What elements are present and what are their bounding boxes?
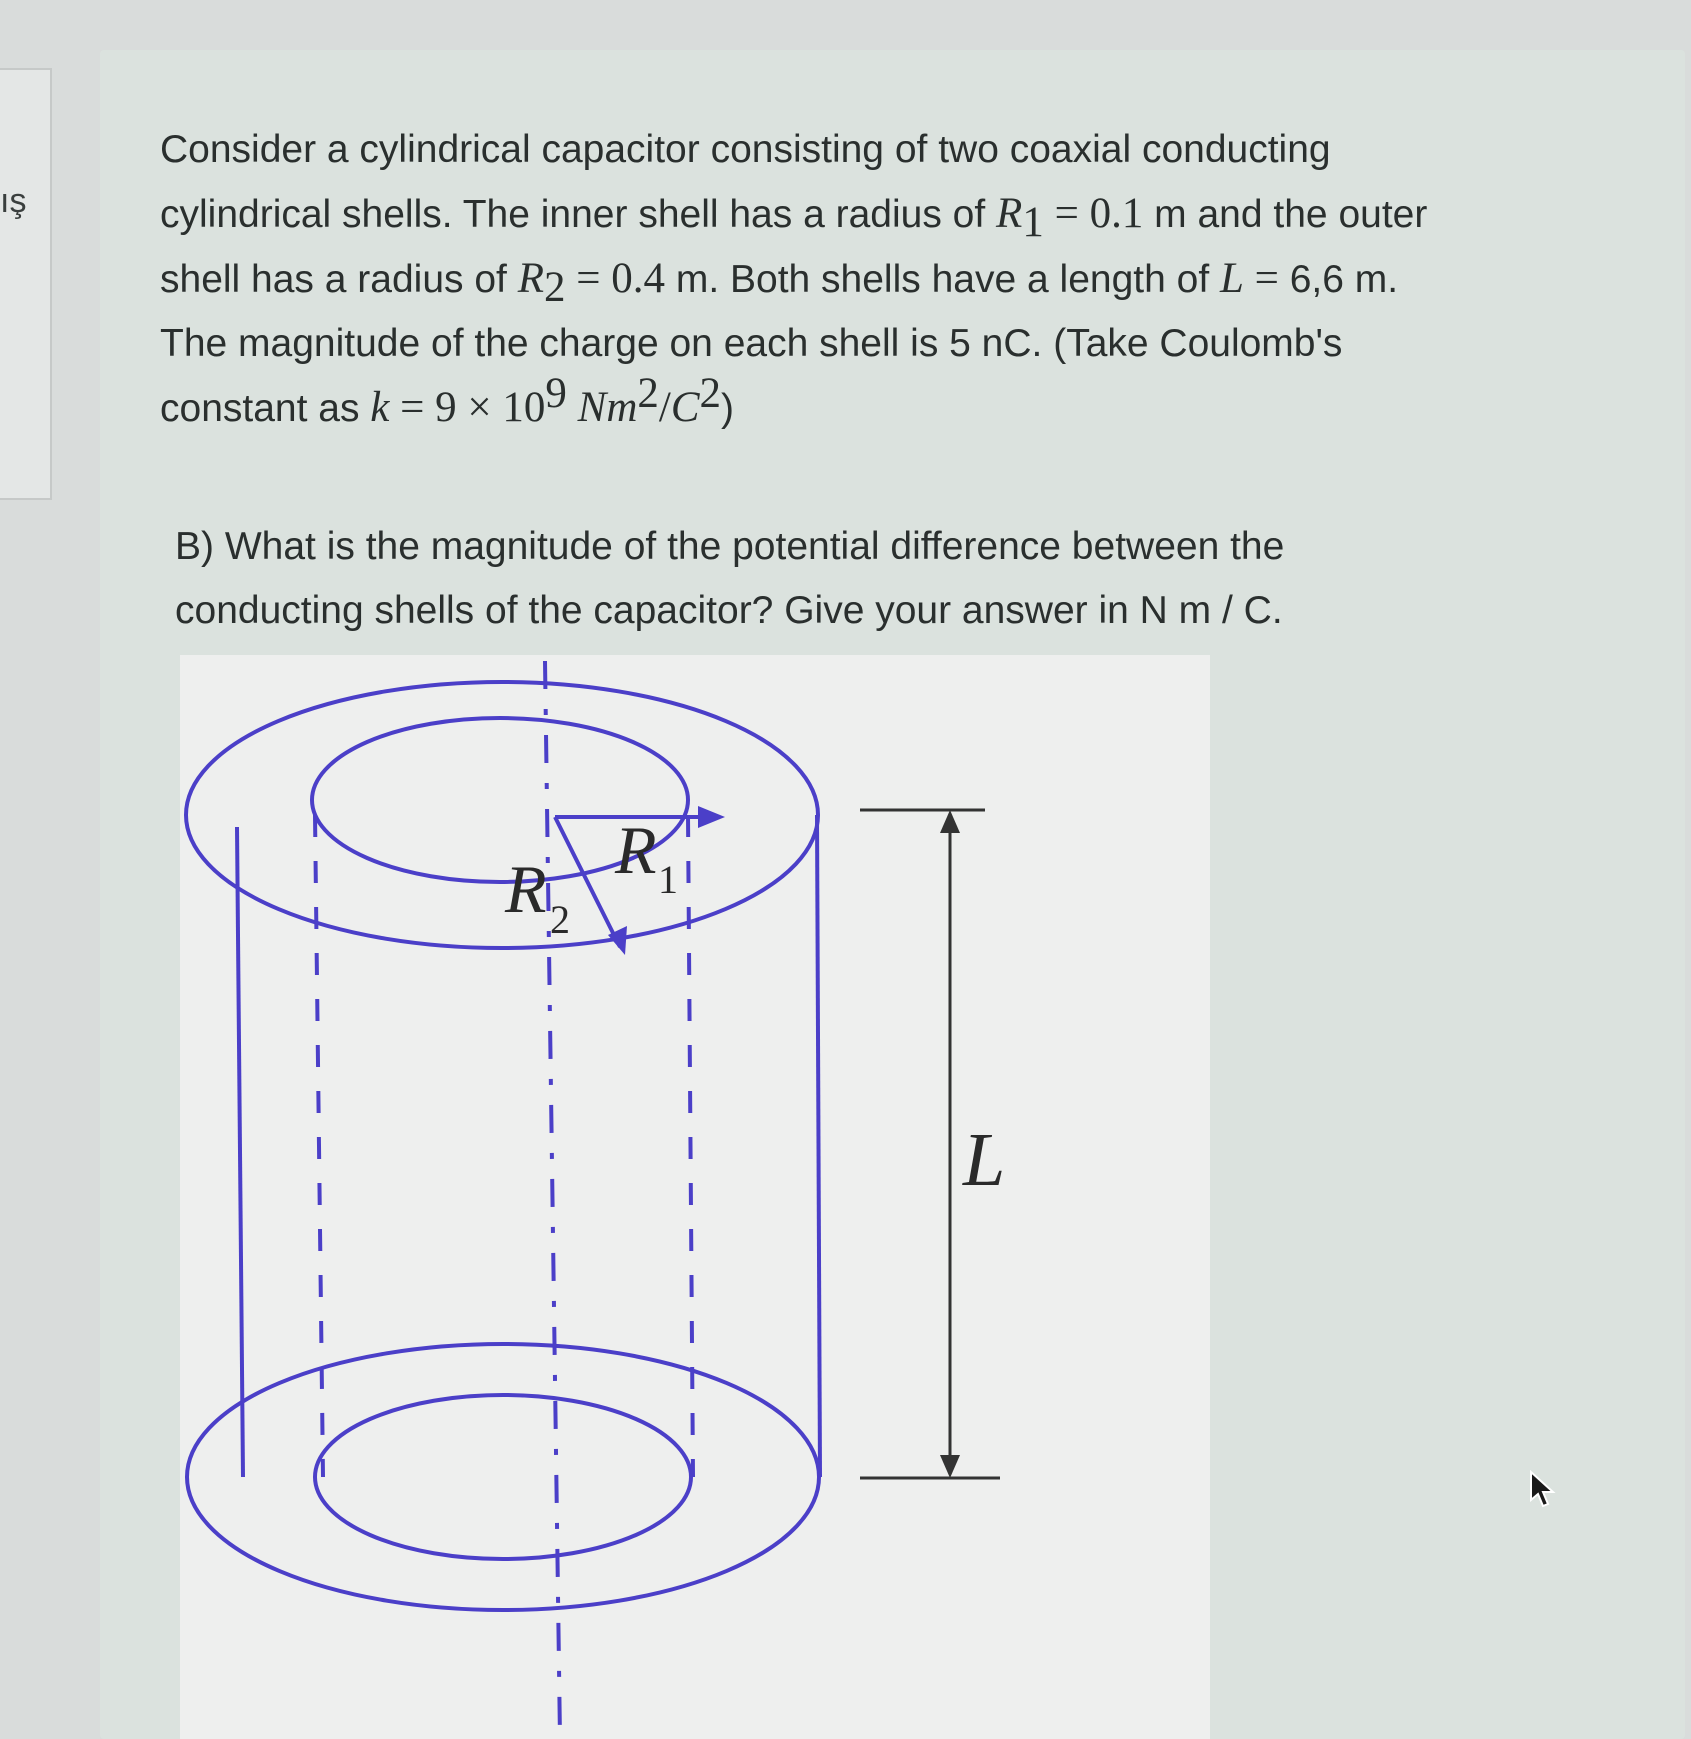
outer-right-wall — [817, 815, 820, 1477]
r2-subscript: 2 — [550, 897, 570, 942]
dimension-arrow-down — [940, 1455, 960, 1478]
question-line-5: constant as $k = 9 \times 10^9$ $Nm^2/C^2$) — [160, 370, 735, 431]
left-panel-label: ış — [0, 182, 27, 220]
length-label: L — [963, 1118, 1006, 1202]
outer-left-wall — [237, 827, 243, 1477]
capacitor-diagram — [180, 655, 1210, 1739]
left-panel-edge — [0, 68, 52, 500]
part-b-question — [175, 515, 1575, 643]
part-b-line-1: B) What is the magnitude of the potential difference between the — [175, 525, 1285, 568]
dimension-arrow-up — [940, 810, 960, 833]
r1-arrow-head — [698, 806, 725, 828]
r1-subscript: 1 — [658, 857, 678, 902]
question-line-4: The magnitude of the charge on each shell is 5 nC. (Take Coulomb's — [160, 322, 1343, 365]
r2-label: R — [505, 851, 547, 927]
outer-bottom-ellipse — [187, 1344, 819, 1610]
diagram-strokes — [186, 661, 820, 1739]
question-text — [160, 118, 1640, 441]
question-line-2: cylindrical shells. The inner shell has a radius of $R_1 = 0.1$ m and the outer — [160, 190, 1428, 246]
question-line-3: shell has a radius of $R_2 = 0.4$ m. Both shells have a length of L = 6,6 m. — [160, 255, 1399, 311]
part-b-line-2: conducting shells of the capacitor? Give your answer in N m / C. — [175, 589, 1283, 632]
inner-bottom-ellipse — [315, 1395, 691, 1559]
inner-right-hidden-wall — [688, 815, 693, 1477]
question-line-1: Consider a cylindrical capacitor consisting of two coaxial conducting — [160, 128, 1331, 171]
diagram-labels — [504, 812, 1005, 1202]
r1-label: R — [615, 812, 657, 888]
inner-left-hidden-wall — [315, 815, 323, 1477]
capacitor-figure — [180, 655, 1210, 1739]
outer-top-ellipse — [186, 682, 818, 948]
mouse-pointer-icon — [1528, 1470, 1562, 1510]
